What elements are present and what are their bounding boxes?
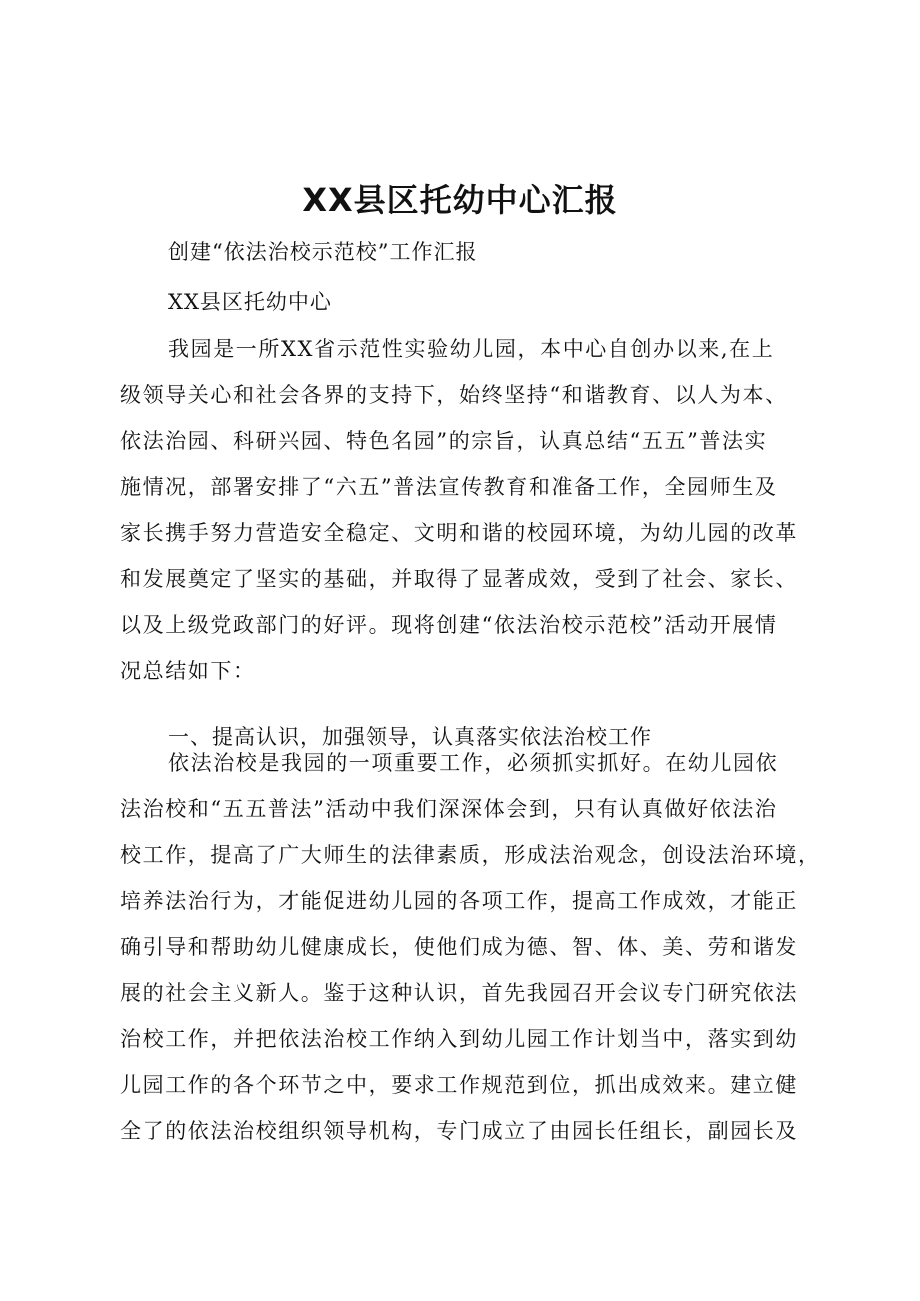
paragraph-line: 级领导关心和社会各界的支持下，始终坚持“和谐教育、以人为本、 (120, 383, 788, 407)
paragraph-line: 确引导和帮助幼儿健康成长，使他们成为德、智、体、美、劳和谐发 (120, 935, 798, 959)
organization-name: XX县区托幼中心 (168, 290, 332, 314)
paragraph-line: 治校工作，并把依法治校工作纳入到幼儿园工作计划当中，落实到幼 (120, 1027, 798, 1051)
paragraph-line: 依法治园、科研兴园、特色名园”的宗旨，认真总结“五五”普法实 (120, 429, 768, 453)
paragraph-section-one (120, 740, 820, 1154)
paragraph-line: 依法治校是我园的一项重要工作，必须抓实抓好。在幼儿园依 (168, 751, 779, 775)
paragraph-line: 家长携手努力营造安全稳定、文明和谐的校园环境，为幼儿园的改革 (120, 521, 798, 545)
paragraph-line: 全了的依法治校组织领导机构，专门成立了由园长任组长，副园长及 (120, 1119, 798, 1143)
paragraph-line: 法治校和“五五普法”活动中我们深深体会到，只有认真做好依法治 (120, 797, 778, 821)
paragraph-line: 儿园工作的各个环节之中，要求工作规范到位，抓出成效来。建立健 (120, 1073, 798, 1097)
section-heading: 一、提高认识，加强领导，认真落实依法治校工作 (168, 725, 652, 749)
paragraph-line: 以及上级党政部门的好评。现将创建“依法治校示范校”活动开展情 (120, 613, 778, 637)
paragraph-introduction (120, 326, 820, 694)
document-subtitle: 创建“依法治校示范校”工作汇报 (168, 240, 478, 264)
paragraph-line: 施情况，部署安排了“六五”普法宣传教育和准备工作，全园师生及 (120, 475, 778, 499)
paragraph-line: 展的社会主义新人。鉴于这种认识，首先我园召开会议专门研究依法 (120, 981, 798, 1005)
paragraph-line: 和发展奠定了坚实的基础，并取得了显著成效，受到了社会、家长、 (120, 567, 798, 591)
paragraph-line: 我园是一所XX省示范性实验幼儿园，本中心自创办以来,在上 (168, 337, 775, 361)
paragraph-line: 校工作，提高了广大师生的法律素质，形成法治观念，创设法治环境， (120, 843, 821, 867)
paragraph-line: 况总结如下： (120, 659, 256, 683)
paragraph-line: 培养法治行为，才能促进幼儿园的各项工作，提高工作成效，才能正 (120, 889, 798, 913)
document-title: XX县区托幼中心汇报 (302, 181, 618, 219)
